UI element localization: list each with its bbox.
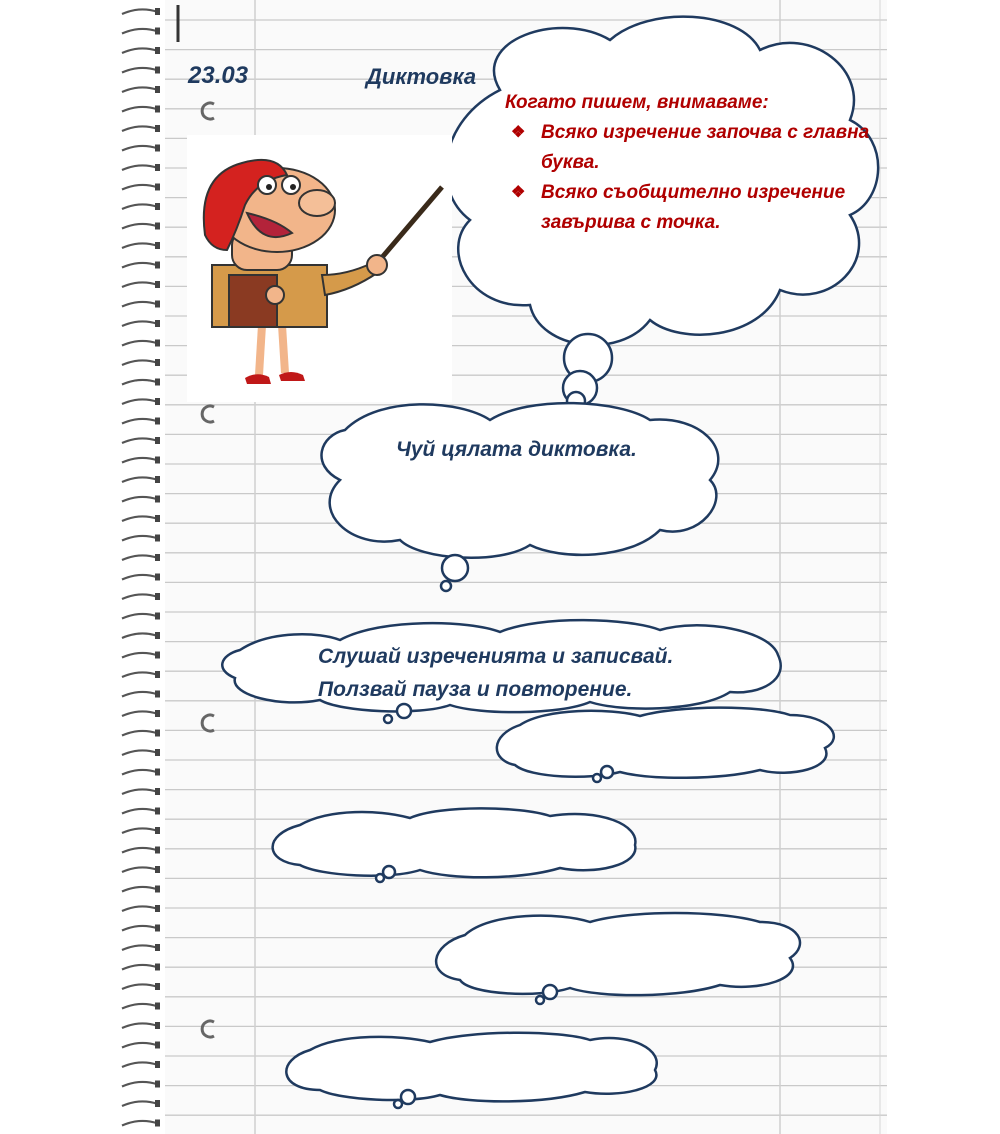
diamond-bullet-icon: ❖ (511, 184, 526, 201)
rule-item (505, 178, 875, 238)
empty-cloud-1 (497, 708, 834, 782)
instructions-text (318, 640, 673, 706)
diamond-bullet-icon: ❖ (511, 124, 526, 141)
listen-cloud (321, 403, 718, 591)
rule-text: Всяко съобщително изречение завършва с точка. (541, 182, 846, 233)
teacher-illustration (187, 135, 452, 402)
date-label: 23.03 (188, 62, 249, 89)
rule-text: Всяко изречение започва с главна буква. (541, 122, 870, 173)
listen-all-text: Чуй цялата диктовка. (396, 438, 637, 461)
empty-cloud-4 (286, 1033, 656, 1108)
rule-item (505, 118, 875, 178)
instruction-line-2: Ползвай пауза и повторение. (318, 678, 633, 701)
empty-cloud-2 (273, 808, 636, 882)
instruction-line-1: Слушай изреченията и записвай. (318, 645, 674, 668)
page-title: Диктовка (366, 64, 477, 89)
teacher-with-pointer-icon (187, 135, 452, 402)
rules-bubble (505, 88, 875, 238)
rules-heading: Когато пишем, внимаваме: (505, 92, 769, 113)
empty-cloud-3 (436, 913, 800, 1004)
